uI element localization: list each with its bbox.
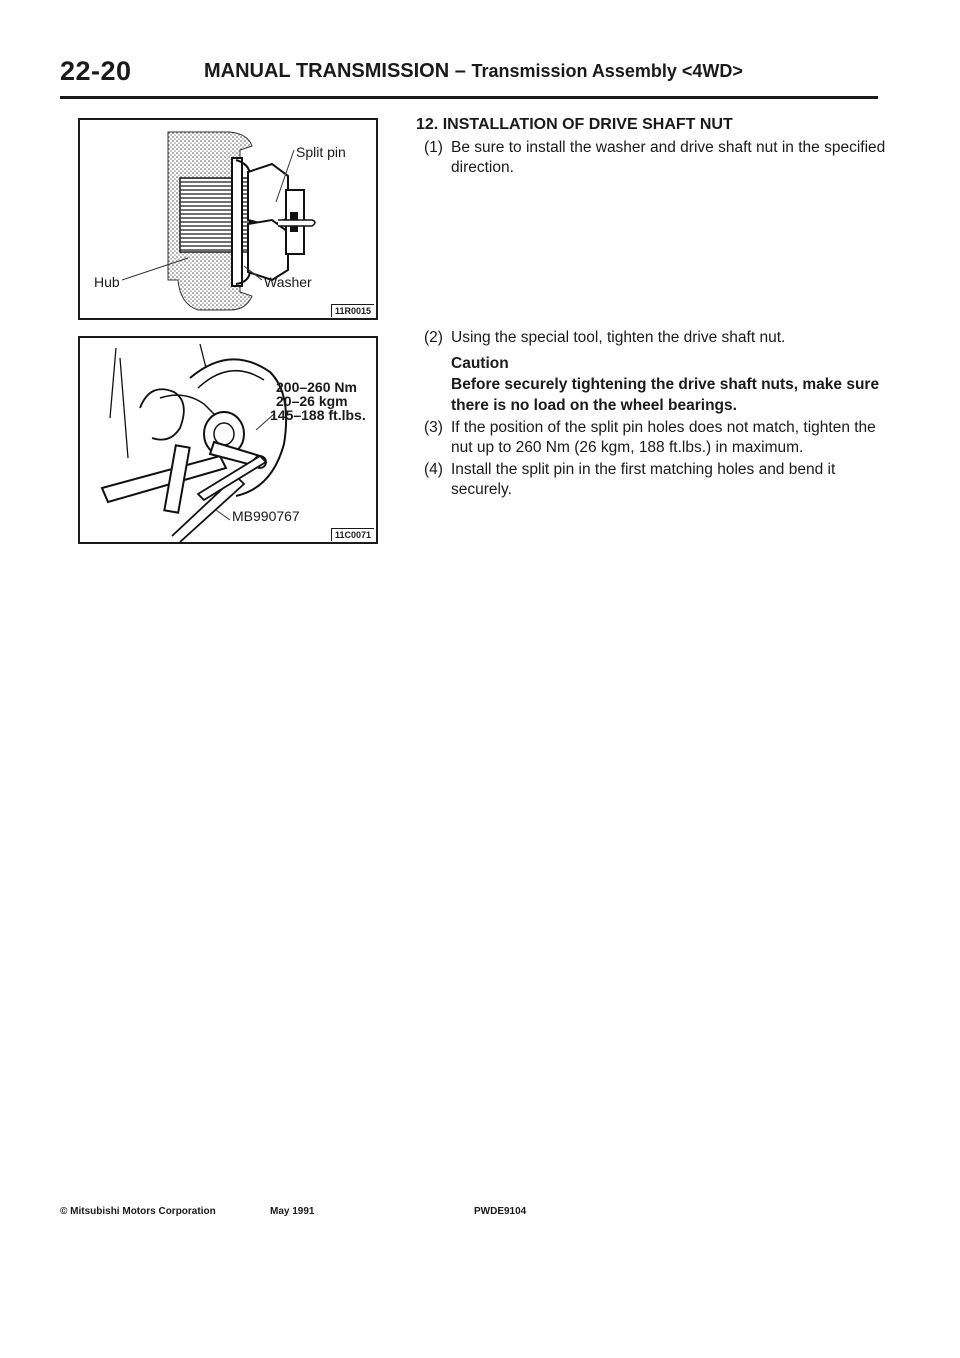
label-tool-number: MB990767 xyxy=(232,508,300,524)
tighten-nut-illustration xyxy=(80,338,376,542)
step-4 xyxy=(416,460,886,500)
figure-code: 11R0015 xyxy=(331,304,374,317)
label-hub: Hub xyxy=(94,274,120,290)
torque-ftlbs: 145–188 ft.lbs. xyxy=(270,407,366,423)
page-title xyxy=(204,60,743,83)
footer-date: May 1991 xyxy=(270,1206,315,1217)
step-number: (3) xyxy=(424,419,443,436)
step-text: Install the split pin in the first matching holes and bend it securely. xyxy=(451,461,836,498)
procedure-section xyxy=(416,116,886,500)
section-title: 12. INSTALLATION OF DRIVE SHAFT NUT xyxy=(416,116,733,133)
title-separator: – xyxy=(449,60,472,82)
step-1 xyxy=(416,138,886,178)
step-text: Using the special tool, tighten the drive shaft nut. xyxy=(451,329,786,346)
figure-split-pin xyxy=(78,118,378,320)
torque-nm: 200–260 Nm xyxy=(276,379,357,395)
step-number: (2) xyxy=(424,329,443,346)
caution-heading: Caution xyxy=(451,355,509,372)
page-number: 22-20 xyxy=(60,56,132,86)
page-header xyxy=(60,56,878,100)
title-main: MANUAL TRANSMISSION xyxy=(204,60,450,82)
header-rule xyxy=(60,96,878,99)
step-3 xyxy=(416,418,886,458)
step-text: Be sure to install the washer and drive shaft nut in the specified direction. xyxy=(451,139,886,176)
step-2 xyxy=(416,328,886,416)
footer-copyright: © Mitsubishi Motors Corporation xyxy=(60,1206,216,1217)
label-washer: Washer xyxy=(264,274,312,290)
step-text: If the position of the split pin holes does not match, tighten the nut up to 260 Nm (26 kgm, 188 ft.lbs.) in maximum. xyxy=(451,419,876,456)
step-number: (1) xyxy=(424,139,443,156)
step-number: (4) xyxy=(424,461,443,478)
footer-code: PWDE9104 xyxy=(474,1206,527,1217)
figure-tighten-nut xyxy=(78,336,378,544)
torque-kgm: 20–26 kgm xyxy=(276,393,348,409)
figure-code: 11C0071 xyxy=(331,528,374,541)
caution-text: Before securely tightening the drive shaft nuts, make sure there is no load on the wheel bearings. xyxy=(451,376,880,414)
label-split-pin: Split pin xyxy=(296,144,346,160)
title-sub: Transmission Assembly <4WD> xyxy=(471,61,743,81)
